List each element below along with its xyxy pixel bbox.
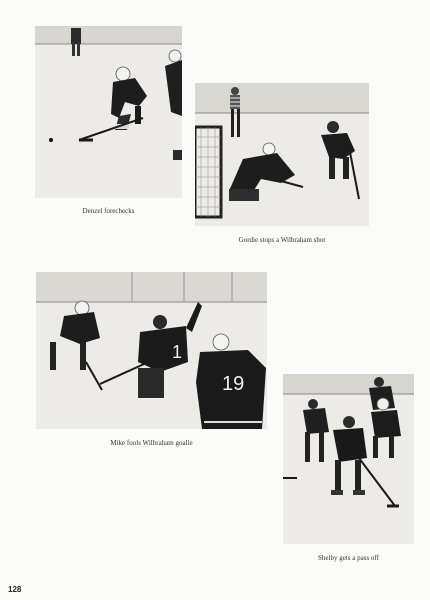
photo-shelby-pass-off (283, 374, 414, 544)
jersey-number: 1 (172, 342, 183, 362)
photo-caption: Shelby gets a pass off (318, 554, 379, 562)
photo-denzel-forechecks (35, 26, 182, 198)
photo-mike-fools-goalie (36, 272, 267, 429)
photo-caption: Denzel forechecks (82, 207, 135, 215)
jersey-number: 19 (222, 373, 245, 395)
page-number: 128 (8, 585, 22, 594)
photo-caption: Mike fools Wilbraham goalie (110, 439, 193, 447)
photo-caption: Gordie stops a Wilbraham shot (238, 236, 326, 244)
photo-gordie-stops-shot (195, 83, 369, 226)
